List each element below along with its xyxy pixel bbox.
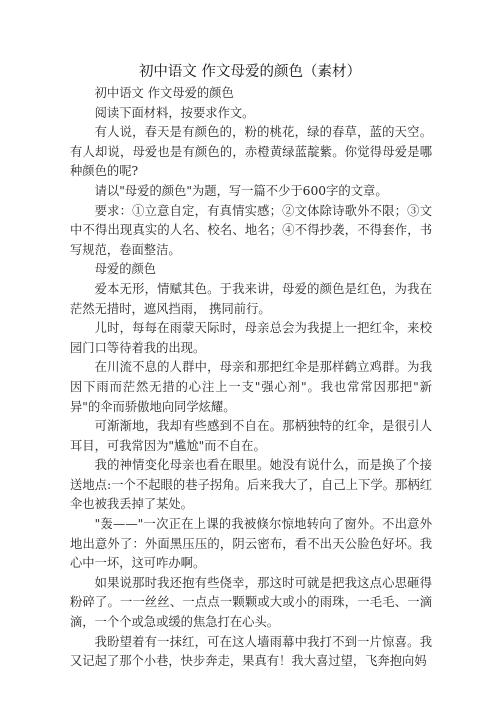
document-body [70,84,432,672]
paragraph: 请以"母爱的颜色"为题，写一篇不少于600字的文章。 [94,183,388,198]
document-title: 初中语文 作文母爱的颜色（素材） [138,64,362,80]
paragraph: 要求：①立意自定，有真情实感；②文体除诗歌外不限；③文中不得出现真实的人名、校名、地名；④不得抄袭，不得套作，书写规范，卷面整洁。 [70,203,432,257]
paragraph: 爱本无形，情赋其色。于我来讲，母爱的颜色是红色，为我在茫然无措时，遮风挡雨， 携同前行。 [70,281,432,316]
paragraph: 阅读下面材料，按要求作文。 [94,105,255,120]
paragraph: 我盼望着有一抹红，可在这人墙雨幕中我打不到一片惊喜。我又记起了那个小巷，快步奔走，果真有！我大喜过望，飞奔抱向妈 [70,634,432,669]
paragraph: 我的神情变化母亲也看在眼里。她没有说什么，而是换了个接送地点:一个不起眼的巷子拐角。后来我大了，自己上下学。那柄红伞也被我丢掉了某处。 [70,458,432,512]
essay-heading: 母爱的颜色 [94,262,157,277]
paragraph: 如果说那时我还抱有些侥幸，那这时可就是把我这点心思砸得粉碎了。一一丝丝、一点点一颗颗或大或小的雨珠，一毛毛、一滴滴，一个个或急或缓的焦急打在心头。 [70,575,432,630]
paragraph: 儿时，每每在雨蒙天际时，母亲总会为我提上一把红伞，来校园门口等待着我的出现。 [70,321,432,355]
paragraph: 可渐渐地，我却有些感到不自在。那柄独特的红伞，是很引人耳目，可我常因为"尴尬"而不自在。 [70,419,432,453]
paragraph: 有人说，春天是有颜色的，粉的桃花，绿的春草，蓝的天空。有人却说，母爱也是有颜色的，赤橙黄绿蓝靛紫。你觉得母爱是哪种颜色的呢? [70,125,432,179]
paragraph: "轰——"一次正在上课的我被倏尔惊地转向了窗外。不出意外地出意外了：外面黑压压的，阴云密布，看不出天公脸色好坏。我心中一坏，这可咋办啊。 [70,517,432,571]
paragraph: 初中语文 作文母爱的颜色 [94,86,234,100]
paragraph: 在川流不息的人群中，母亲和那把红伞是那样鹤立鸡群。为我因下雨而茫然无措的心注上一支"强心剂"。我也常常因那把"新异"的伞而骄傲地向同学炫耀。 [70,360,432,414]
